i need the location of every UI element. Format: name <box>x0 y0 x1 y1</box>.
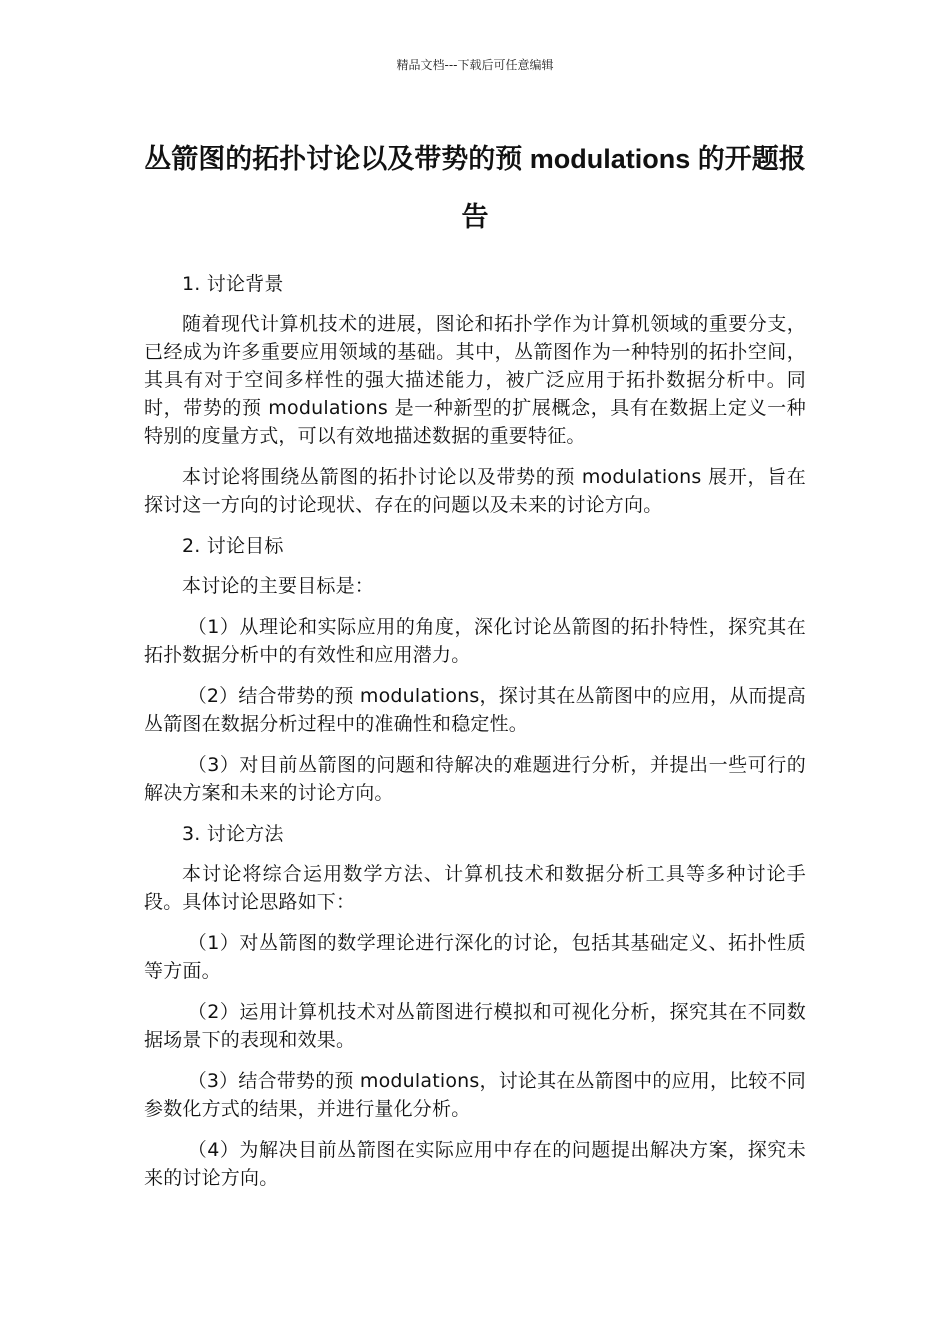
paragraph: 本讨论的主要目标是： <box>182 575 375 597</box>
section-heading-goals: 2. 讨论目标 <box>182 535 284 557</box>
list-item: （3）对目前丛箭图的问题和待解决的难题进行分析，并提出一些可行的解决方案和未来的讨论方向。 <box>144 754 806 804</box>
section-heading-background: 1. 讨论背景 <box>182 273 284 295</box>
list-item: （4）为解决目前丛箭图在实际应用中存在的问题提出解决方案，探究未来的讨论方向。 <box>144 1139 806 1189</box>
paragraph: 随着现代计算机技术的进展，图论和拓扑学作为计算机领域的重要分支，已经成为许多重要应用领域的基础。其中，丛箭图作为一种特别的拓扑空间，其具有对于空间多样性的强大描述能力，被广泛应用于拓扑数据分析中。同时，带势的预 modulations 是一种新型的扩展概念，具有在数据上定义一种特别的度量方式，可以有效地描述数据的重要特征。 <box>144 313 806 447</box>
list-item: （2）结合带势的预 modulations，探讨其在丛箭图中的应用，从而提高丛箭图在数据分析过程中的准确性和稳定性。 <box>144 685 806 735</box>
header-note: 精品文档---下载后可任意编辑 <box>396 58 554 72</box>
paragraph: 本讨论将综合运用数学方法、计算机技术和数据分析工具等多种讨论手段。具体讨论思路如下： <box>144 863 806 913</box>
list-item: （3）结合带势的预 modulations，讨论其在丛箭图中的应用，比较不同参数化方式的结果，并进行量化分析。 <box>144 1070 806 1120</box>
list-item: （2）运用计算机技术对丛箭图进行模拟和可视化分析，探究其在不同数据场景下的表现和效果。 <box>144 1001 806 1051</box>
section-heading-methods: 3. 讨论方法 <box>182 823 284 845</box>
list-item: （1）从理论和实际应用的角度，深化讨论丛箭图的拓扑特性，探究其在拓扑数据分析中的有效性和应用潜力。 <box>144 616 806 666</box>
list-item: （1）对丛箭图的数学理论进行深化的讨论，包括其基础定义、拓扑性质等方面。 <box>144 932 806 982</box>
document-body <box>144 270 806 1205</box>
paragraph: 本讨论将围绕丛箭图的拓扑讨论以及带势的预 modulations 展开，旨在探讨这一方向的讨论现状、存在的问题以及未来的讨论方向。 <box>144 466 806 516</box>
document-title: 丛箭图的拓扑讨论以及带势的预 modulations 的开题报告 <box>144 144 806 232</box>
